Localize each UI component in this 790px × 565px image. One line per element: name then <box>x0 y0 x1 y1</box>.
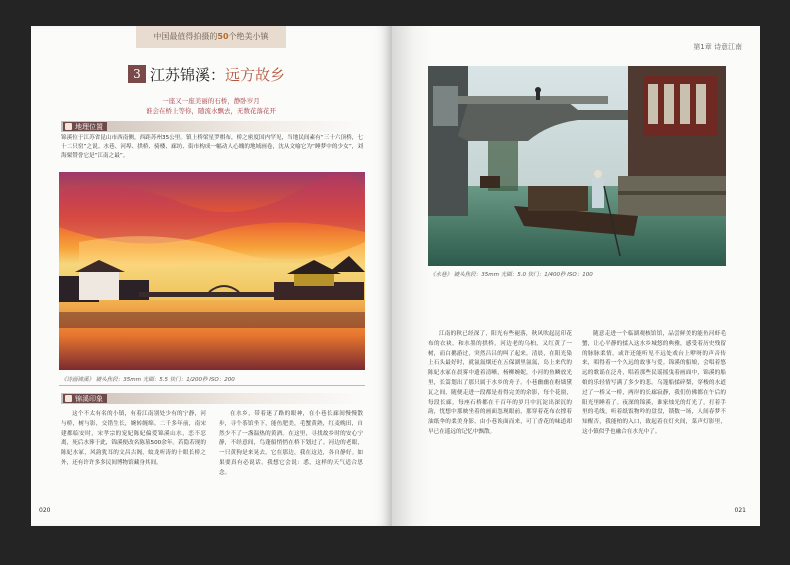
right-photo-caption: 《水巷》 镜头焦段：35mm 光圈：5.0 快门：1/400秒 ISO：100 <box>430 272 593 278</box>
photo-canal-boat <box>428 66 726 266</box>
divider <box>59 385 365 386</box>
compass-icon <box>65 395 72 402</box>
subtitle: 一座又一座美丽的石桥，静卧岁月 谁会在桥上等你，随流水飘去，无数花落花开 <box>146 97 276 115</box>
left-photo-caption: 《诗画锦溪》 镜头焦段：35mm 光圈：5.5 快门：1/200秒 ISO：200 <box>61 377 235 383</box>
left-page <box>31 26 392 526</box>
section-location-bar: 地理位置 <box>61 121 363 132</box>
right-page <box>392 26 760 526</box>
title-sub: 远方故乡 <box>225 65 286 84</box>
running-head: 第1章 诗意江南 <box>693 43 742 51</box>
page-number-right: 021 <box>734 507 746 514</box>
impression-col-2: 在水乡，带着迷了路的眼神，在小巷长廊间慢慢散步，寻个茶馆坐下，能鱼肥美，毛蟹黄熟，红麦晚田，自然少不了一盏温热的黄酒。在这里，寻找故乡时的安心宁静，不经意间，鸟蓬船悄悄在桥下划过了。河边的老眼，一只黄狗是来晃去，它在那边，我在这边，各自静好。如果要真有必说话，我想它会说：悉，这样的天气适合思念。 <box>219 411 363 476</box>
right-col-2: 随意走进一个临湖观核馆馆，品尝鲜美的能鱼河虾毛蟹，让心平静的揉入这水乡城悠的典雅，感受着历史残留的脉脉柔情，或许还能听见不远处戏台上咿呀的声音传来，唱得着一个久远的故事与爱。锦溪的船娘，会唱着悠远的歌谣在泛舟，唱着那些民谣摇曳着画面中，锦溪的船娘的乐轻情写满了多少的悲。乌篷船揉碎梨，穿梭的水道过了一桥又一桥，两岸的长廊寂静，我们仿佛都在午后的阳光里睡着了。夜深的锦溪，谁家烛光的灯光了，打着手里的毛线，听着纸饭物吟的盘盘，锁数一场，人间春梦不知醒否，我能柏的入口，致起着在灯火间，菜声灯影里，这小镇似乎也融合在水光中了。 <box>582 331 726 435</box>
title-main: 江苏锦溪： <box>150 65 226 84</box>
location-text: 锦溪位于江苏省昆山市西南侧，西距苏州35公里。镇上桥梁星罗棋布，桥之密度国内罕见，当地民间素有“三十六顶桥，七十二只窑”之说。水巷、河埠、拱桥、骑楼、廊坊、街市构成一幅动人心魄的地域画卷，沈从文喻它为“睡梦中的少女”，刘海粟赞誉它是“江南之最”。 <box>61 135 363 159</box>
right-col-1: 江南的秋已经深了，阳光有些褪落，秋风吹起昆印花布的衣袂，和水墨的拱桥，河边老的乌桕，又红黄了一树，而白鹅游过，突然吕吕的叫了起来。清晨，在阳光染上石头最好时，就氤氲烟还在五保湖里氤氲，岛上来代的陈妃水冢在晨雾中遗着清晰，杨柳婉妮，小河的鱼鳞放光里，长篙划出了那只属于水乡的舟子。小巷幽幽在粉墙黛瓦之间，随便走进一段都是看得完美的余影，每个花窗，每段长廊，每座石桥都在千百年的岁月中沉淀出深沉的韵，忧想中那映坐着的画面忽现眼前，那穿着花布衣撑着油纸伞的柔美身影，由小巷诶面而来，可丁香花的味道却早已在遥远的记忆中飘散。 <box>428 331 572 435</box>
book-tag: 中国最值得拍摄的50个绝美小镇 <box>136 26 286 48</box>
chapter-title <box>128 64 285 84</box>
mountain-icon <box>65 123 72 130</box>
page-number-left: 020 <box>39 507 51 514</box>
impression-col-1: 这个不太有名的小镇，有着江南别处少有的宁静，河与桥，树与影，交错生长，婉转缠绵。二千多年前，南宋建都临安时，宋孝宗的宠妃陈妃偏爱锦溪山水，恋不忍离，死后水葬于此，锦溪便改名陈墓500余年。若隐若现的陈妃水冢，风韵犹耳的文昌古阁，蚊龙听涛的十眼长桥之外，还有许许多多民间博物馆藏身其间。 <box>61 411 206 466</box>
chapter-number: 3 <box>128 65 146 83</box>
photo-sunset-pavilion <box>59 172 365 370</box>
section-impression-bar: 锦溪印象 <box>61 393 363 404</box>
